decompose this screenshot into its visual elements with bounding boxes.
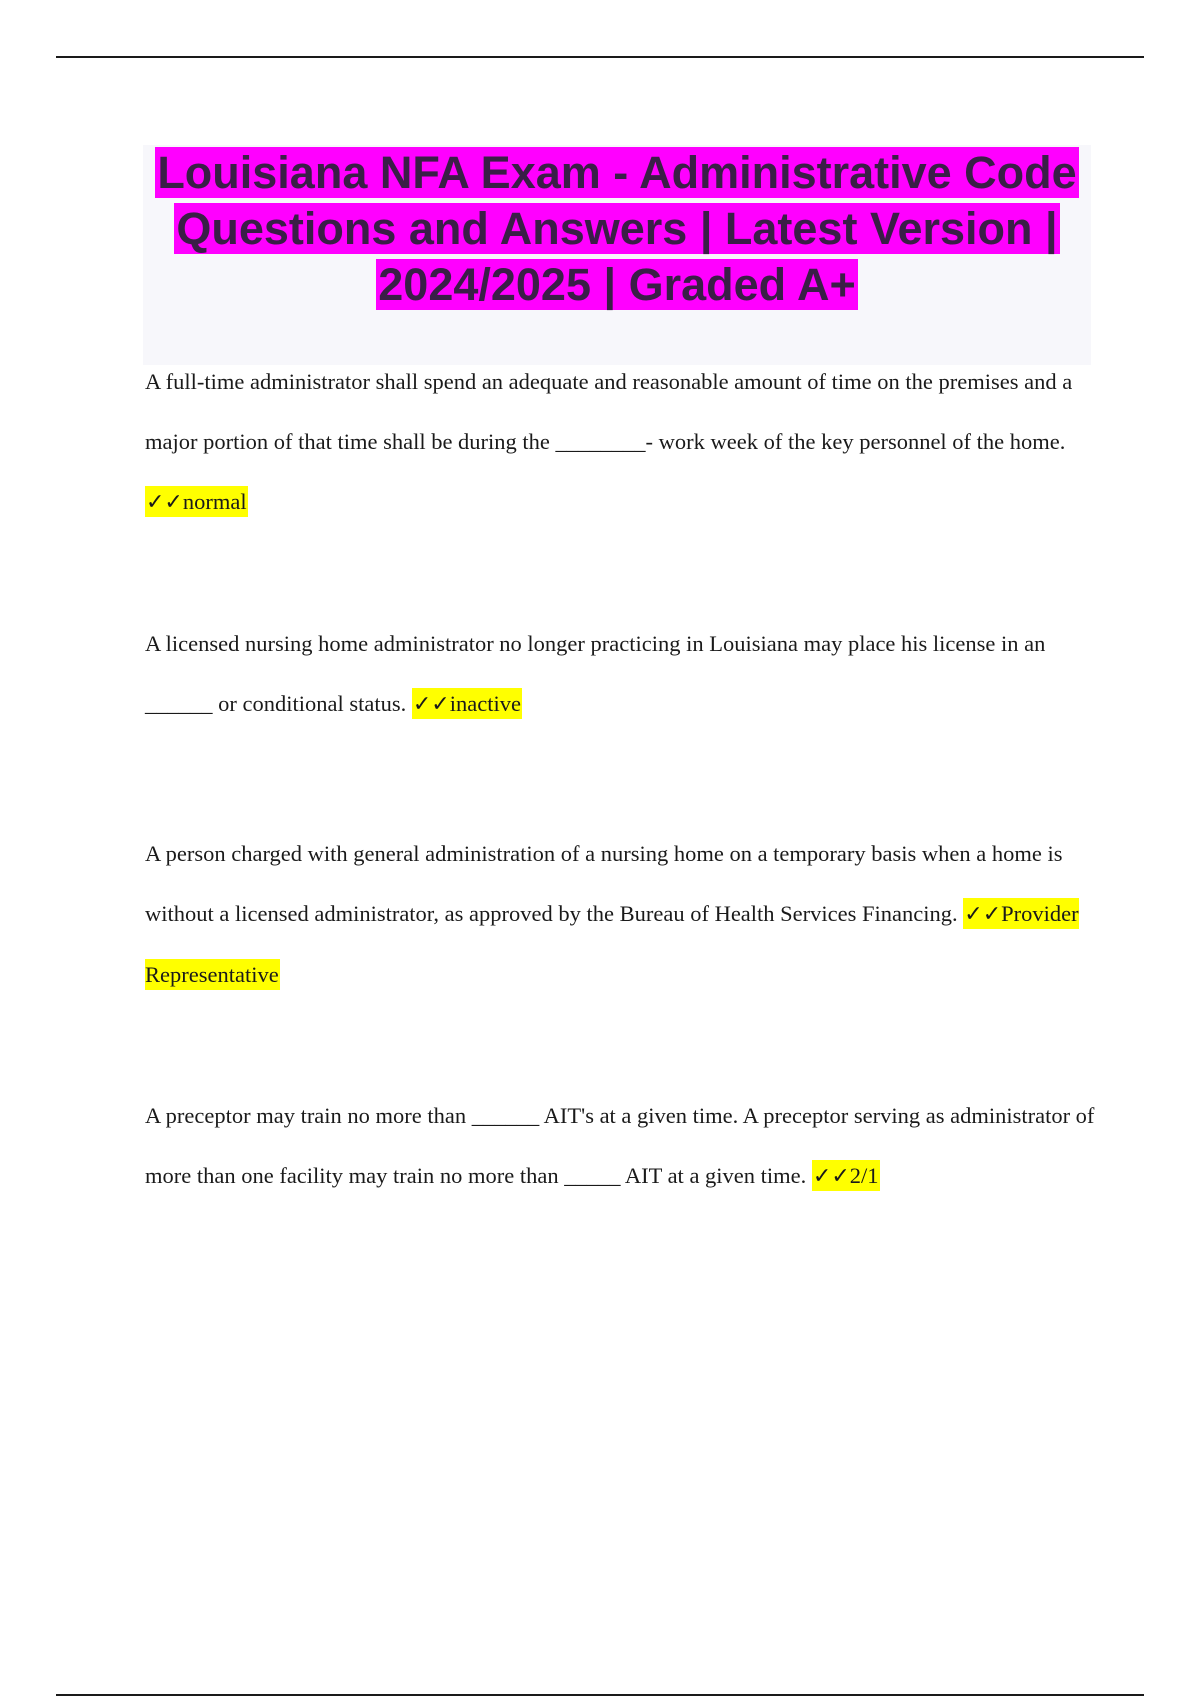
title-block	[143, 145, 1091, 365]
question-text: A licensed nursing home administrator no longer practicing in Louisiana may place his license in an ______ or conditional status.	[145, 631, 1046, 716]
answer-highlight	[812, 1160, 880, 1191]
question-text: A preceptor may train no more than ______ AIT's at a given time. A preceptor serving as administrator of more than one facility may train no more than _____ AIT at a given time.	[145, 1103, 1095, 1188]
double-check-icon: ✓✓	[412, 692, 450, 717]
document-title: Louisiana NFA Exam - Administrative Code Questions and Answers | Latest Version | 2024/2025 | Graded A+	[157, 147, 1077, 310]
double-check-icon: ✓✓	[812, 1164, 850, 1189]
double-check-icon: ✓✓	[964, 902, 1002, 927]
answer-text: Provider Representative	[145, 901, 1079, 987]
double-check-icon: ✓✓	[146, 490, 183, 515]
answer-text: normal	[182, 489, 247, 514]
answer-highlight	[412, 688, 522, 719]
question-text: A person charged with general administration of a nursing home on a temporary basis when a home is without a licensed administrator, as approved by the Bureau of Health Services Financing.	[145, 841, 1063, 926]
qa-item-1	[145, 352, 1095, 533]
answer-text: inactive	[449, 691, 521, 716]
qa-item-2	[145, 614, 1095, 735]
qa-item-4	[145, 1086, 1095, 1207]
bottom-rule	[56, 1694, 1144, 1696]
answer-highlight	[145, 486, 248, 517]
qa-item-3	[145, 824, 1095, 1005]
answer-text: 2/1	[849, 1163, 879, 1188]
question-text: A full-time administrator shall spend an adequate and reasonable amount of time on the premises and a major portion of that time shall be during the ________- work week of the key personnel of the home.	[145, 369, 1073, 454]
top-rule	[56, 56, 1144, 58]
